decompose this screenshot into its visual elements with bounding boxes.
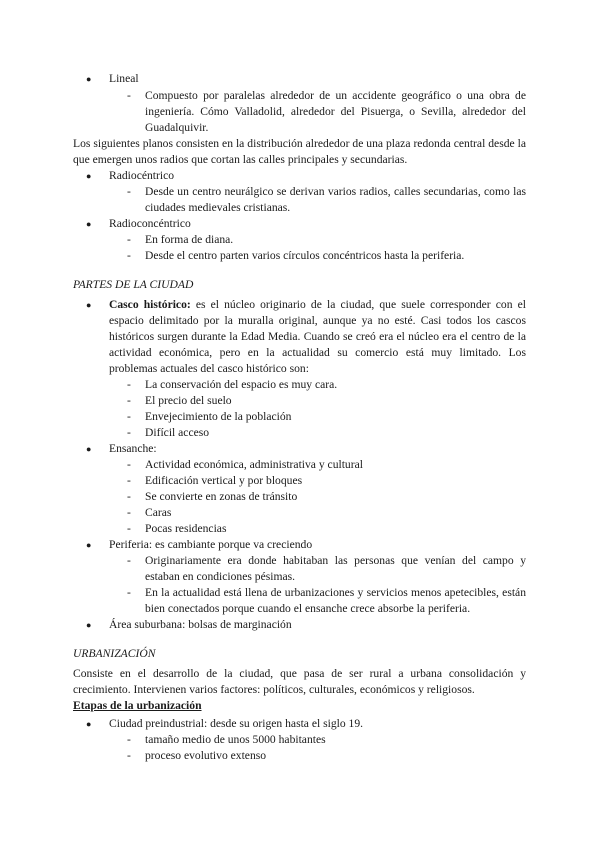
etapas-heading: Etapas de la urbanización [73,699,202,712]
casco-item: La conservación del espacio es muy cara. [145,378,338,391]
ensanche-label: Ensanche: [109,442,157,455]
section-heading-partes: PARTES DE LA CIUDAD [73,278,194,291]
dash-icon: - [127,474,131,487]
casco-text: es el núcleo originario de la ciudad, que suele corresponder con el espacio delimitado por la muralla original, aunque ya no esté. Casi todos los cascos históricos surgen durante la Edad Media. Cuando se creó era el núcleo era el centro de la actividad económica, pero en la actualidad su comercio está muy limitado. Los problemas actuales del casco histórico son: [109,298,526,375]
dash-icon: - [127,378,131,391]
radioconcentrico-label: Radioconcéntrico [109,217,191,230]
preindustrial-label: Ciudad preindustrial: desde su origen hasta el siglo 19. [109,717,364,730]
dash-icon: - [127,233,131,246]
dash-icon: - [127,410,131,423]
dash-icon: - [127,249,131,262]
dash-icon: - [127,522,131,535]
preindustrial-item: tamaño medio de unos 5000 habitantes [145,733,326,746]
dash-icon: - [127,490,131,503]
radioconcentrico-item: En forma de diana. [145,233,234,246]
casco-item: El precio del suelo [145,394,232,407]
ensanche-item: Caras [145,506,172,519]
urbanizacion-paragraph: Consiste en el desarrollo de la ciudad, que pasa de ser rural a urbana consolidación y crecimiento. Intervienen varios factores: políticos, culturales, económicos y religiosos. [73,667,526,696]
ensanche-item: Edificación vertical y por bloques [145,474,303,487]
section-heading-urbanizacion: URBANIZACIÓN [73,647,156,660]
casco-item: Difícil acceso [145,426,210,439]
casco-label: Casco histórico: [109,298,191,311]
casco-item: Envejecimiento de la población [145,410,292,423]
intro-paragraph: Los siguientes planos consisten en la distribución alrededor de una plaza redonda central desde la que emergen unos radios que cortan las calles principales y secundarias. [73,137,526,166]
dash-icon: - [127,426,131,439]
radiocentrico-label: Radiocéntrico [109,169,175,182]
periferia-item: En la actualidad está llena de urbanizaciones y servicios menos apetecibles, están bien conectados porque cuando el ensanche crece absorbe la periferia. [145,586,526,615]
dash-icon: - [127,185,131,198]
ensanche-item: Actividad económica, administrativa y cultural [145,458,363,471]
dash-icon: - [127,394,131,407]
radioconcentrico-item: Desde el centro parten varios círculos concéntricos hasta la periferia. [145,249,465,262]
ensanche-item: Pocas residencias [145,522,227,535]
lineal-label: Lineal [109,72,139,85]
dash-icon: - [127,506,131,519]
dash-icon: - [127,89,131,102]
periferia-item: Originariamente era donde habitaban las personas que venían del campo y estaban en condiciones pésimas. [145,554,526,583]
periferia-label: Periferia: es cambiante porque va creciendo [109,538,313,551]
dash-icon: - [127,554,131,567]
radiocentrico-item: Desde un centro neurálgico se derivan varios radios, calles secundarias, como las ciudades medievales cristianas. [145,185,526,214]
ensanche-item: Se convierte en zonas de tránsito [145,490,298,503]
dash-icon: - [127,749,131,762]
casco-paragraph [109,297,526,377]
area-suburbana-label: Área suburbana: bolsas de marginación [109,618,292,631]
dash-icon: - [127,733,131,746]
preindustrial-item: proceso evolutivo extenso [145,749,267,762]
dash-icon: - [127,586,131,599]
dash-icon: - [127,458,131,471]
lineal-item: Compuesto por paralelas alrededor de un accidente geográfico o una obra de ingeniería. Cómo Valladolid, alrededor del Pisuerga, o Sevilla, alrededor del Guadalquivir. [145,89,526,134]
